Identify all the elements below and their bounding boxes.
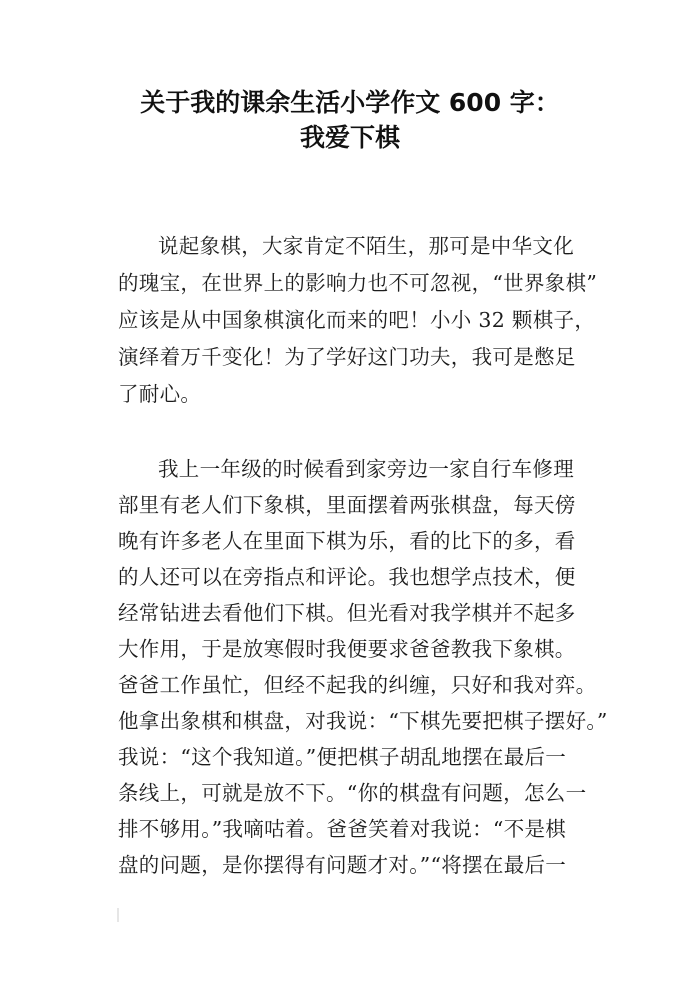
paragraph-2-line: 的人还可以在旁指点和评论。我也想学点技术，便 — [118, 565, 576, 589]
paragraph-2-line: 他拿出象棋和棋盘，对我说：“下棋先要把棋子摆好。” — [118, 709, 608, 733]
paragraph-2-line: 部里有老人们下象棋，里面摆着两张棋盘，每天傍 — [118, 493, 576, 517]
paragraph-2-line: 晚有许多老人在里面下棋为乐，看的比下的多，看 — [118, 529, 576, 553]
paragraph-1-line: 了耐心。 — [118, 382, 202, 406]
paragraph-2-line: 我说：“这个我知道。”便把棋子胡乱地摆在最后一 — [118, 745, 567, 769]
paragraph-2-line: 我上一年级的时候看到家旁边一家自行车修理 — [158, 457, 574, 481]
paragraph-1-line: 应该是从中国象棋演化而来的吧！小小 32 颗棋子， — [118, 308, 596, 332]
scan-edge-mark — [117, 908, 119, 922]
paragraph-2-line: 排不够用。”我嘀咕着。爸爸笑着对我说：“不是棋 — [118, 817, 567, 841]
paragraph-2-line: 经常钻进去看他们下棋。但光看对我学棋并不起多 — [118, 601, 576, 625]
paragraph-2-line: 大作用，于是放寒假时我便要求爸爸教我下象棋。 — [118, 637, 576, 661]
paragraph-1-line: 演绎着万千变化！为了学好这门功夫，我可是憋足 — [118, 345, 576, 369]
title-line-2: 我爱下棋 — [299, 123, 400, 152]
paragraph-2-line: 爸爸工作虽忙，但经不起我的纠缠，只好和我对弈。 — [118, 673, 597, 697]
paragraph-1-line: 的瑰宝，在世界上的影响力也不可忽视，“世界象棋” — [118, 271, 598, 295]
paragraph-1-line: 说起象棋，大家肯定不陌生，那可是中华文化 — [158, 234, 574, 258]
title-line-1: 关于我的课余生活小学作文 600 字： — [140, 88, 560, 117]
paragraph-2-line: 条线上，可就是放不下。“你的棋盘有问题，怎么一 — [118, 781, 587, 805]
paragraph-2-line: 盘的问题，是你摆得有问题才对。”“将摆在最后一 — [118, 853, 567, 877]
